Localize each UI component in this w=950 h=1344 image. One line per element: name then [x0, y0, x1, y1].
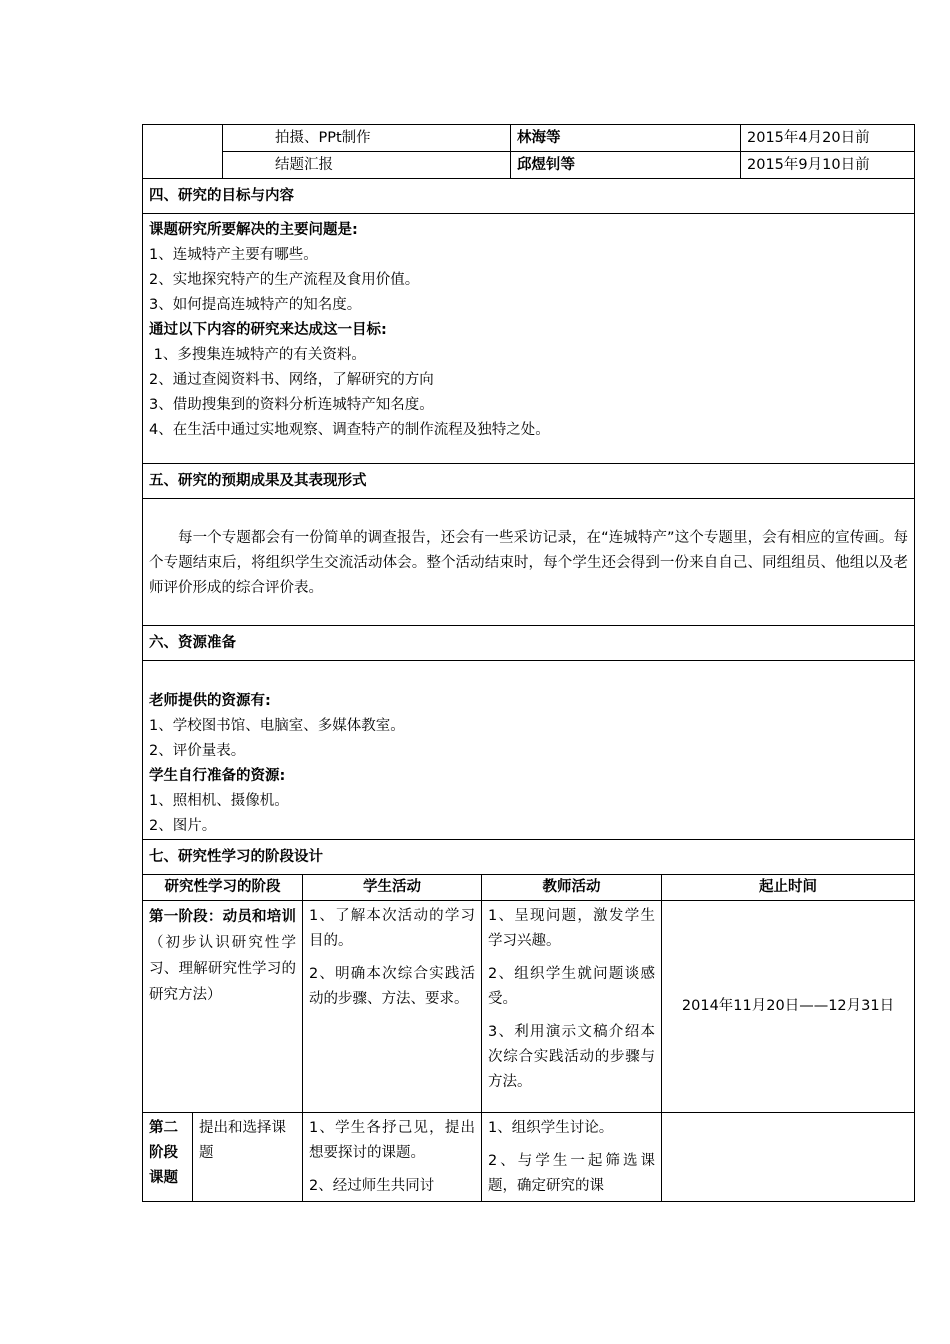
stage1-time: 2014年11月20日——12月31日 — [662, 900, 915, 1112]
teacher-activity: 1、组织学生讨论。 — [488, 1119, 614, 1136]
contents-heading: 通过以下内容的研究来达成这一目标: — [149, 322, 387, 338]
teacher-activity: 3、利用演示文稿介绍本次综合实践活动的步骤与方法。 — [488, 1023, 655, 1090]
empty-cell — [143, 125, 223, 179]
teacher-activity: 2、组织学生就问题谈感受。 — [488, 965, 655, 1007]
stage2-teacher — [482, 1112, 662, 1201]
task-deadline: 2015年9月10日前 — [741, 152, 915, 179]
content-item: 2、通过查阅资料书、网络，了解研究的方向 — [149, 372, 434, 388]
student-resources-heading: 学生自行准备的资源: — [149, 768, 286, 784]
content-item: 4、在生活中通过实地观察、调查特产的制作流程及独特之处。 — [149, 422, 550, 438]
resource-item: 2、图片。 — [149, 818, 217, 834]
resource-item: 1、照相机、摄像机。 — [149, 793, 289, 809]
teacher-activity: 2、与学生一起筛选课题，确定研究的课 — [488, 1152, 655, 1194]
stage2-row — [143, 1112, 915, 1201]
content-item: 1、多搜集连城特产的有关资料。 — [149, 347, 366, 363]
teacher-activity: 1、呈现问题，激发学生学习兴趣。 — [488, 907, 655, 949]
stage-header-row — [143, 874, 915, 900]
plan-table — [142, 124, 915, 875]
section6-body — [143, 661, 915, 840]
task-deadline: 2015年4月20日前 — [741, 125, 915, 152]
section6-title: 六、资源准备 — [143, 626, 915, 661]
student-activity: 2、经过师生共同讨 — [309, 1177, 435, 1194]
stage1-teacher — [482, 900, 662, 1112]
resource-item: 1、学校图书馆、电脑室、多媒体教室。 — [149, 718, 405, 734]
section7-title: 七、研究性学习的阶段设计 — [143, 840, 915, 875]
stage1-student — [303, 900, 482, 1112]
teacher-col-header: 教师活动 — [482, 874, 662, 900]
stage2-student — [303, 1112, 482, 1201]
task-name: 结题汇报 — [223, 152, 511, 179]
student-activity: 1、了解本次活动的学习目的。 — [309, 907, 475, 949]
stage2-name: 第二阶段课题 — [143, 1112, 193, 1201]
document-page — [142, 124, 914, 1202]
question-item: 3、如何提高连城特产的知名度。 — [149, 297, 362, 313]
stage1-row — [143, 900, 915, 1112]
resource-item: 2、评价量表。 — [149, 743, 246, 759]
stage-col-header: 研究性学习的阶段 — [143, 874, 303, 900]
task-person: 邱煜钊等 — [511, 152, 741, 179]
question-item: 2、实地探究特产的生产流程及食用价值。 — [149, 272, 420, 288]
stage2-sub: 提出和选择课题 — [193, 1112, 303, 1201]
student-col-header: 学生活动 — [303, 874, 482, 900]
stage-table — [142, 874, 915, 1202]
task-row — [143, 152, 915, 179]
stage1-desc: （初步认识研究性学习、理解研究性学习的研究方法） — [149, 934, 296, 1003]
task-person: 林海等 — [511, 125, 741, 152]
stage2-time — [662, 1112, 915, 1201]
content-item: 3、借助搜集到的资料分析连城特产知名度。 — [149, 397, 434, 413]
task-name: 拍摄、PPt制作 — [223, 125, 511, 152]
stage1-title: 第一阶段：动员和培训 — [149, 908, 296, 925]
questions-heading: 课题研究所要解决的主要问题是: — [149, 222, 358, 238]
student-activity: 1、学生各抒己见，提出想要探讨的课题。 — [309, 1119, 475, 1161]
section5-body — [143, 499, 915, 626]
time-col-header: 起止时间 — [662, 874, 915, 900]
question-item: 1、连城特产主要有哪些。 — [149, 247, 318, 263]
task-row — [143, 125, 915, 152]
section4-title: 四、研究的目标与内容 — [143, 179, 915, 214]
student-activity: 2、明确本次综合实践活动的步骤、方法、要求。 — [309, 965, 475, 1007]
stage1-name — [143, 900, 303, 1112]
expected-results-text: 每一个专题都会有一份简单的调查报告，还会有一些采访记录，在“连城特产”这个专题里，会有相应的宣传画。每个专题结束后，将组织学生交流活动体会。整个活动结束时，每个学生还会得到一份来自自己、同组组员、他组以及老师评价形成的综合评价表。 — [149, 530, 908, 596]
section4-body — [143, 214, 915, 464]
teacher-resources-heading: 老师提供的资源有: — [149, 693, 271, 709]
section5-title: 五、研究的预期成果及其表现形式 — [143, 464, 915, 499]
